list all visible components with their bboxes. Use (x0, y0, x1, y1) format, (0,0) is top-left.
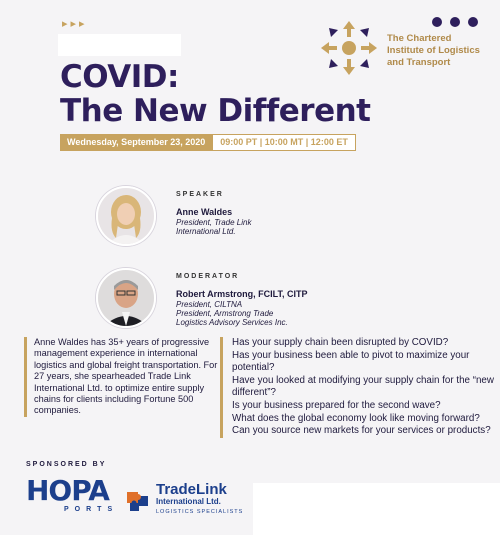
redaction-strip (58, 34, 181, 56)
speaker-bio: Anne Waldes has 35+ years of progressive management experience in international logistics and global freight transportation. For 27 years, she spearheaded Trade Link International Ltd. to optimize entire supply chains for clients including Fortune 500 companies. (24, 337, 222, 417)
event-times: 09:00 PT | 10:00 MT | 12:00 ET (212, 134, 356, 151)
title-line-2: The New Different (60, 93, 371, 129)
speaker-title (176, 218, 251, 236)
question-item: What does the global economy look like moving forward? (232, 412, 480, 424)
sponsored-by-label: SPONSORED BY (26, 461, 107, 468)
moderator-title-line: Logistics Advisory Services Inc. (176, 318, 288, 327)
tradelink-text (156, 482, 243, 517)
tradelink-name: TradeLink (156, 481, 227, 498)
date-bar (60, 134, 356, 151)
title-line-1: COVID: (60, 59, 179, 95)
puzzle-icon (124, 486, 152, 514)
tradelink-tagline: LOGISTICS SPECIALISTS (156, 509, 244, 515)
speaker-title-line: President, Trade Link (176, 218, 252, 227)
speaker-avatar (96, 186, 156, 246)
event-date: Wednesday, September 23, 2020 (60, 134, 212, 151)
org-name-line: Institute of Logistics (387, 45, 480, 56)
speaker-role: SPEAKER (176, 191, 224, 198)
question-item: Has your supply chain been disrupted by COVID? (232, 337, 449, 348)
event-title (60, 60, 371, 128)
org-name-line: The Chartered (387, 33, 452, 44)
speaker-title-line: International Ltd. (176, 227, 236, 236)
question-list (220, 337, 500, 438)
question-item: Have you looked at modifying your supply chain for the “new different”? (232, 374, 494, 399)
moderator-role: MODERATOR (176, 273, 240, 280)
org-name-line: and Transport (387, 57, 451, 68)
hopa-ports-logo (26, 476, 118, 513)
hopa-subtitle: PORTS (64, 506, 119, 513)
tradelink-subtitle: International Ltd. (156, 497, 221, 506)
moderator-title-line: President, CILTNA (176, 300, 243, 309)
moderator-title-line: President, Armstrong Trade (176, 309, 274, 318)
question-item: Has your business been able to pivot to maximize your potential? (232, 349, 470, 374)
dot (450, 17, 460, 27)
moderator-name: Robert Armstrong, FCILT, CITP (176, 289, 308, 299)
decorative-arrows: ▸▸▸ (62, 18, 88, 30)
question-item: Is your business prepared for the second wave? (232, 399, 441, 411)
tradelink-logo (124, 482, 243, 517)
dot (432, 17, 442, 27)
moderator-avatar (96, 268, 156, 328)
speaker-name: Anne Waldes (176, 207, 233, 217)
question-item: Can you source new markets for your services or products? (232, 425, 491, 437)
organization-name (387, 33, 497, 69)
redaction-box (253, 483, 500, 535)
hopa-wordmark: HOPA (26, 474, 109, 507)
decorative-dots (432, 17, 478, 27)
dot (468, 17, 478, 27)
moderator-title (176, 300, 288, 327)
